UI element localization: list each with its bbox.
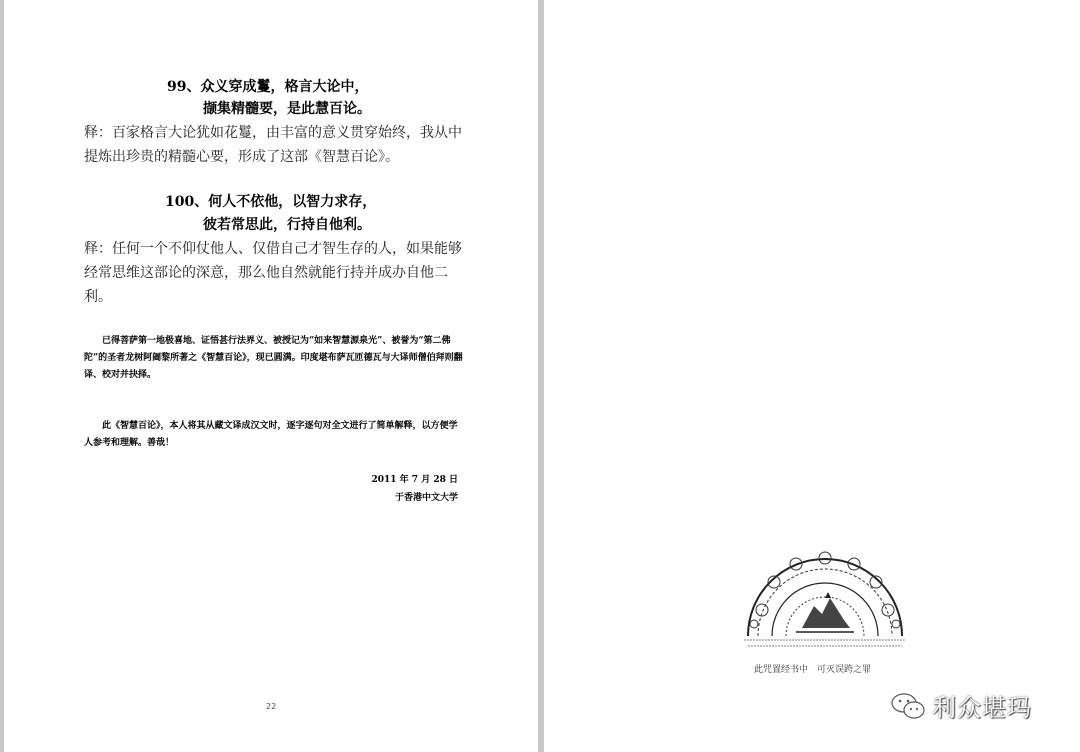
translator-note: 此《智慧百论》，本人将其从藏文译成汉文时，逐字逐句对全文进行了简单解释，以方便学人参考和理解。善哉！ <box>84 421 458 448</box>
date-line: 2011 年 7 月 28 日 <box>371 475 458 485</box>
verse-100-line-1: 100、何人不依他，以智力求存， <box>165 194 377 210</box>
verse-99-line-2: 撷集精髓要，是此慧百论。 <box>203 101 371 117</box>
right-page <box>544 0 1080 752</box>
left-page <box>4 0 538 752</box>
wechat-icon <box>890 691 926 721</box>
verse-100-line-2: 彼若常思此，行持自他利。 <box>203 217 371 233</box>
watermark-text: 利众堪玛 <box>932 694 1032 722</box>
verse-99-line-1: 99、众义穿成鬘，格言大论中， <box>167 79 369 95</box>
colophon: 已得菩萨第一地极喜地、证悟甚行法界义、被授记为“如来智慧源泉光”、被誉为“第二佛陀”的圣者龙树阿阇黎所著之《智慧百论》，现已圆满。印度堪布萨瓦匝德瓦与大译师僧伯拜则翻译、校对并抉择。 <box>84 336 463 380</box>
verse-100-explanation: 释：任何一个不仰仗他人、仅借自己才智生存的人，如果能够经常思维这部论的深意，那么他自然就能行持并成办自他二利。 <box>84 241 462 305</box>
mantra-seal-icon <box>740 540 910 650</box>
seal-caption: 此咒置经书中 可灭误跨之罪 <box>754 665 872 675</box>
page-number: 22 <box>266 702 277 711</box>
verse-99-explanation: 释：百家格言大论犹如花鬘，由丰富的意义贯穿始终，我从中提炼出珍贵的精髓心要，形成了这部《智慧百论》。 <box>84 125 462 165</box>
place-line: 于香港中文大学 <box>394 493 458 503</box>
watermark <box>890 688 1032 723</box>
